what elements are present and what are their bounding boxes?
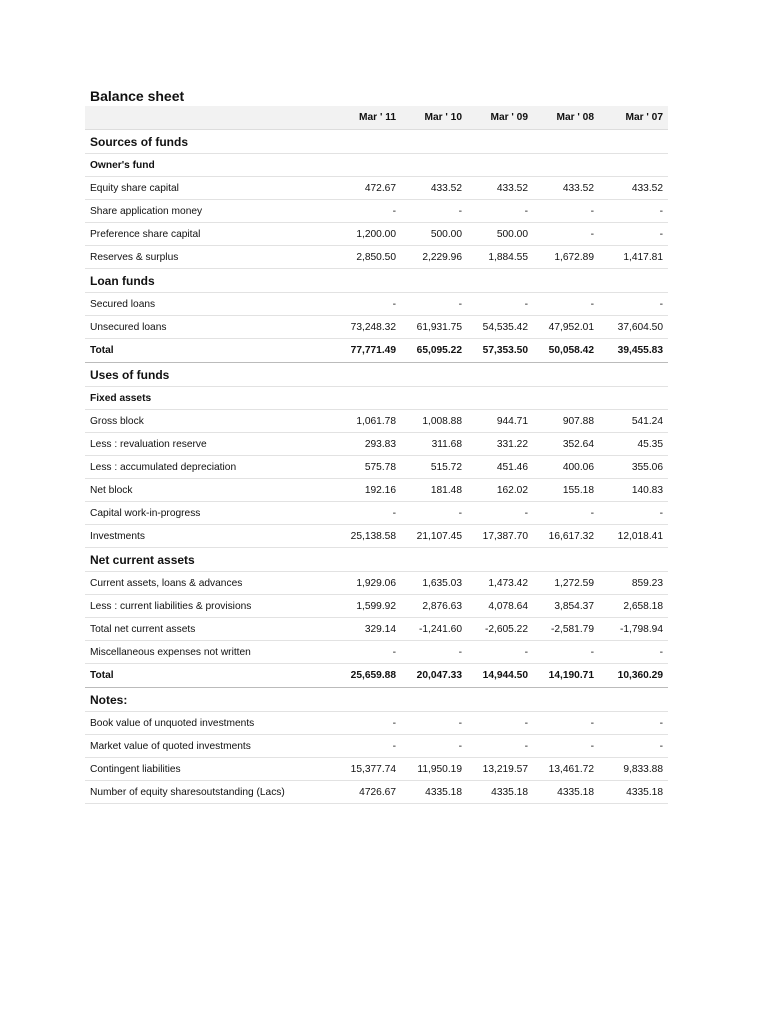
row-label: Investments [85, 525, 335, 548]
value-cell: - [335, 712, 401, 735]
subsection-heading-row [85, 154, 668, 177]
value-cell: - [401, 735, 467, 758]
value-cell: 57,353.50 [467, 339, 533, 363]
row-label: Total net current assets [85, 618, 335, 641]
value-cell: -2,581.79 [533, 618, 599, 641]
value-cell: 1,884.55 [467, 246, 533, 269]
value-cell: 311.68 [401, 433, 467, 456]
value-cell: - [335, 641, 401, 664]
section-heading-row [85, 688, 668, 712]
table-row [85, 595, 668, 618]
table-row [85, 316, 668, 339]
value-cell: 1,599.92 [335, 595, 401, 618]
row-label: Less : revaluation reserve [85, 433, 335, 456]
row-label: Less : current liabilities & provisions [85, 595, 335, 618]
column-header: Mar ' 07 [599, 106, 668, 130]
value-cell: 944.71 [467, 410, 533, 433]
value-cell: 1,635.03 [401, 572, 467, 595]
section-heading-notes: Notes: [85, 688, 668, 712]
row-label: Market value of quoted investments [85, 735, 335, 758]
value-cell: 39,455.83 [599, 339, 668, 363]
section-heading-row [85, 130, 668, 154]
table-row [85, 177, 668, 200]
value-cell: 15,377.74 [335, 758, 401, 781]
value-cell: - [401, 502, 467, 525]
value-cell: 331.22 [467, 433, 533, 456]
value-cell: - [401, 293, 467, 316]
value-cell: 3,854.37 [533, 595, 599, 618]
value-cell: 451.46 [467, 456, 533, 479]
value-cell: - [533, 641, 599, 664]
table-row [85, 433, 668, 456]
table-row [85, 223, 668, 246]
value-cell: 20,047.33 [401, 664, 467, 688]
table-row [85, 246, 668, 269]
value-cell: 2,229.96 [401, 246, 467, 269]
value-cell: 1,417.81 [599, 246, 668, 269]
row-label: Contingent liabilities [85, 758, 335, 781]
table-row [85, 456, 668, 479]
value-cell: 13,219.57 [467, 758, 533, 781]
section-heading-loan-funds: Loan funds [85, 269, 668, 293]
value-cell: 293.83 [335, 433, 401, 456]
value-cell: 433.52 [599, 177, 668, 200]
section-heading-net-current-assets: Net current assets [85, 548, 668, 572]
row-label: Book value of unquoted investments [85, 712, 335, 735]
value-cell: - [335, 502, 401, 525]
value-cell: 433.52 [401, 177, 467, 200]
table-row [85, 712, 668, 735]
value-cell: 25,138.58 [335, 525, 401, 548]
value-cell: - [533, 223, 599, 246]
value-cell: 1,929.06 [335, 572, 401, 595]
page-title: Balance sheet [90, 88, 185, 104]
value-cell: - [467, 641, 533, 664]
balance-sheet-body [85, 106, 668, 804]
column-header: Mar ' 10 [401, 106, 467, 130]
table-row [85, 410, 668, 433]
header-label-cell [85, 106, 335, 130]
balance-sheet-table [85, 106, 668, 804]
value-cell: - [335, 735, 401, 758]
value-cell: 472.67 [335, 177, 401, 200]
value-cell: 54,535.42 [467, 316, 533, 339]
table-row [85, 641, 668, 664]
value-cell: 4726.67 [335, 781, 401, 804]
row-label: Unsecured loans [85, 316, 335, 339]
value-cell: 162.02 [467, 479, 533, 502]
value-cell: 47,952.01 [533, 316, 599, 339]
value-cell: 181.48 [401, 479, 467, 502]
value-cell: 1,272.59 [533, 572, 599, 595]
value-cell: - [467, 735, 533, 758]
value-cell: 73,248.32 [335, 316, 401, 339]
section-heading-row [85, 363, 668, 387]
row-label: Net block [85, 479, 335, 502]
value-cell: 2,850.50 [335, 246, 401, 269]
value-cell: 17,387.70 [467, 525, 533, 548]
value-cell: 352.64 [533, 433, 599, 456]
value-cell: 515.72 [401, 456, 467, 479]
value-cell: 14,190.71 [533, 664, 599, 688]
table-row [85, 479, 668, 502]
row-label: Share application money [85, 200, 335, 223]
row-label: Current assets, loans & advances [85, 572, 335, 595]
value-cell: - [467, 293, 533, 316]
value-cell: - [533, 200, 599, 223]
table-row [85, 735, 668, 758]
column-header: Mar ' 08 [533, 106, 599, 130]
section-heading-uses-of-funds: Uses of funds [85, 363, 668, 387]
value-cell: 1,008.88 [401, 410, 467, 433]
value-cell: 433.52 [533, 177, 599, 200]
value-cell: 77,771.49 [335, 339, 401, 363]
row-label: Reserves & surplus [85, 246, 335, 269]
row-label: Total [85, 339, 335, 363]
section-heading-row [85, 269, 668, 293]
total-row [85, 664, 668, 688]
subsection-heading-row [85, 387, 668, 410]
section-heading-owners-fund: Owner's fund [85, 154, 668, 177]
row-label: Number of equity sharesoutstanding (Lacs) [85, 781, 335, 804]
value-cell: - [467, 712, 533, 735]
table-row [85, 781, 668, 804]
section-heading-row [85, 548, 668, 572]
row-label: Miscellaneous expenses not written [85, 641, 335, 664]
value-cell: 2,876.63 [401, 595, 467, 618]
value-cell: - [533, 712, 599, 735]
value-cell: 541.24 [599, 410, 668, 433]
table-row [85, 758, 668, 781]
value-cell: 140.83 [599, 479, 668, 502]
value-cell: - [599, 735, 668, 758]
value-cell: 16,617.32 [533, 525, 599, 548]
value-cell: 12,018.41 [599, 525, 668, 548]
value-cell: - [533, 502, 599, 525]
row-label: Preference share capital [85, 223, 335, 246]
value-cell: 1,200.00 [335, 223, 401, 246]
value-cell: 500.00 [401, 223, 467, 246]
value-cell: - [401, 200, 467, 223]
value-cell: 575.78 [335, 456, 401, 479]
table-header-row [85, 106, 668, 130]
value-cell: 4335.18 [599, 781, 668, 804]
value-cell: 4,078.64 [467, 595, 533, 618]
value-cell: - [335, 200, 401, 223]
value-cell: 1,061.78 [335, 410, 401, 433]
value-cell: 21,107.45 [401, 525, 467, 548]
value-cell: - [599, 293, 668, 316]
value-cell: - [599, 200, 668, 223]
value-cell: 65,095.22 [401, 339, 467, 363]
value-cell: - [533, 293, 599, 316]
value-cell: 13,461.72 [533, 758, 599, 781]
value-cell: -1,798.94 [599, 618, 668, 641]
value-cell: 155.18 [533, 479, 599, 502]
value-cell: - [599, 502, 668, 525]
row-label: Gross block [85, 410, 335, 433]
value-cell: 9,833.88 [599, 758, 668, 781]
value-cell: -1,241.60 [401, 618, 467, 641]
value-cell: 400.06 [533, 456, 599, 479]
table-row [85, 200, 668, 223]
total-row [85, 339, 668, 363]
section-heading-fixed-assets: Fixed assets [85, 387, 668, 410]
value-cell: 907.88 [533, 410, 599, 433]
value-cell: 37,604.50 [599, 316, 668, 339]
table-row [85, 572, 668, 595]
row-label: Capital work-in-progress [85, 502, 335, 525]
value-cell: 61,931.75 [401, 316, 467, 339]
value-cell: 4335.18 [467, 781, 533, 804]
row-label: Less : accumulated depreciation [85, 456, 335, 479]
value-cell: 859.23 [599, 572, 668, 595]
value-cell: 25,659.88 [335, 664, 401, 688]
value-cell: 50,058.42 [533, 339, 599, 363]
column-header: Mar ' 11 [335, 106, 401, 130]
value-cell: 1,473.42 [467, 572, 533, 595]
value-cell: 355.06 [599, 456, 668, 479]
table-row [85, 502, 668, 525]
value-cell: - [401, 712, 467, 735]
value-cell: 329.14 [335, 618, 401, 641]
value-cell: 4335.18 [401, 781, 467, 804]
value-cell: - [467, 200, 533, 223]
value-cell: 433.52 [467, 177, 533, 200]
value-cell: 11,950.19 [401, 758, 467, 781]
value-cell: 45.35 [599, 433, 668, 456]
section-heading-sources-of-funds: Sources of funds [85, 130, 668, 154]
value-cell: 2,658.18 [599, 595, 668, 618]
value-cell: - [599, 712, 668, 735]
value-cell: - [335, 293, 401, 316]
table-row [85, 618, 668, 641]
row-label: Equity share capital [85, 177, 335, 200]
value-cell: - [599, 641, 668, 664]
value-cell: 192.16 [335, 479, 401, 502]
value-cell: 4335.18 [533, 781, 599, 804]
value-cell: 500.00 [467, 223, 533, 246]
value-cell: - [467, 502, 533, 525]
value-cell: - [533, 735, 599, 758]
row-label: Secured loans [85, 293, 335, 316]
table-row [85, 525, 668, 548]
value-cell: 10,360.29 [599, 664, 668, 688]
value-cell: -2,605.22 [467, 618, 533, 641]
value-cell: 14,944.50 [467, 664, 533, 688]
value-cell: 1,672.89 [533, 246, 599, 269]
row-label: Total [85, 664, 335, 688]
value-cell: - [599, 223, 668, 246]
column-header: Mar ' 09 [467, 106, 533, 130]
table-row [85, 293, 668, 316]
value-cell: - [401, 641, 467, 664]
